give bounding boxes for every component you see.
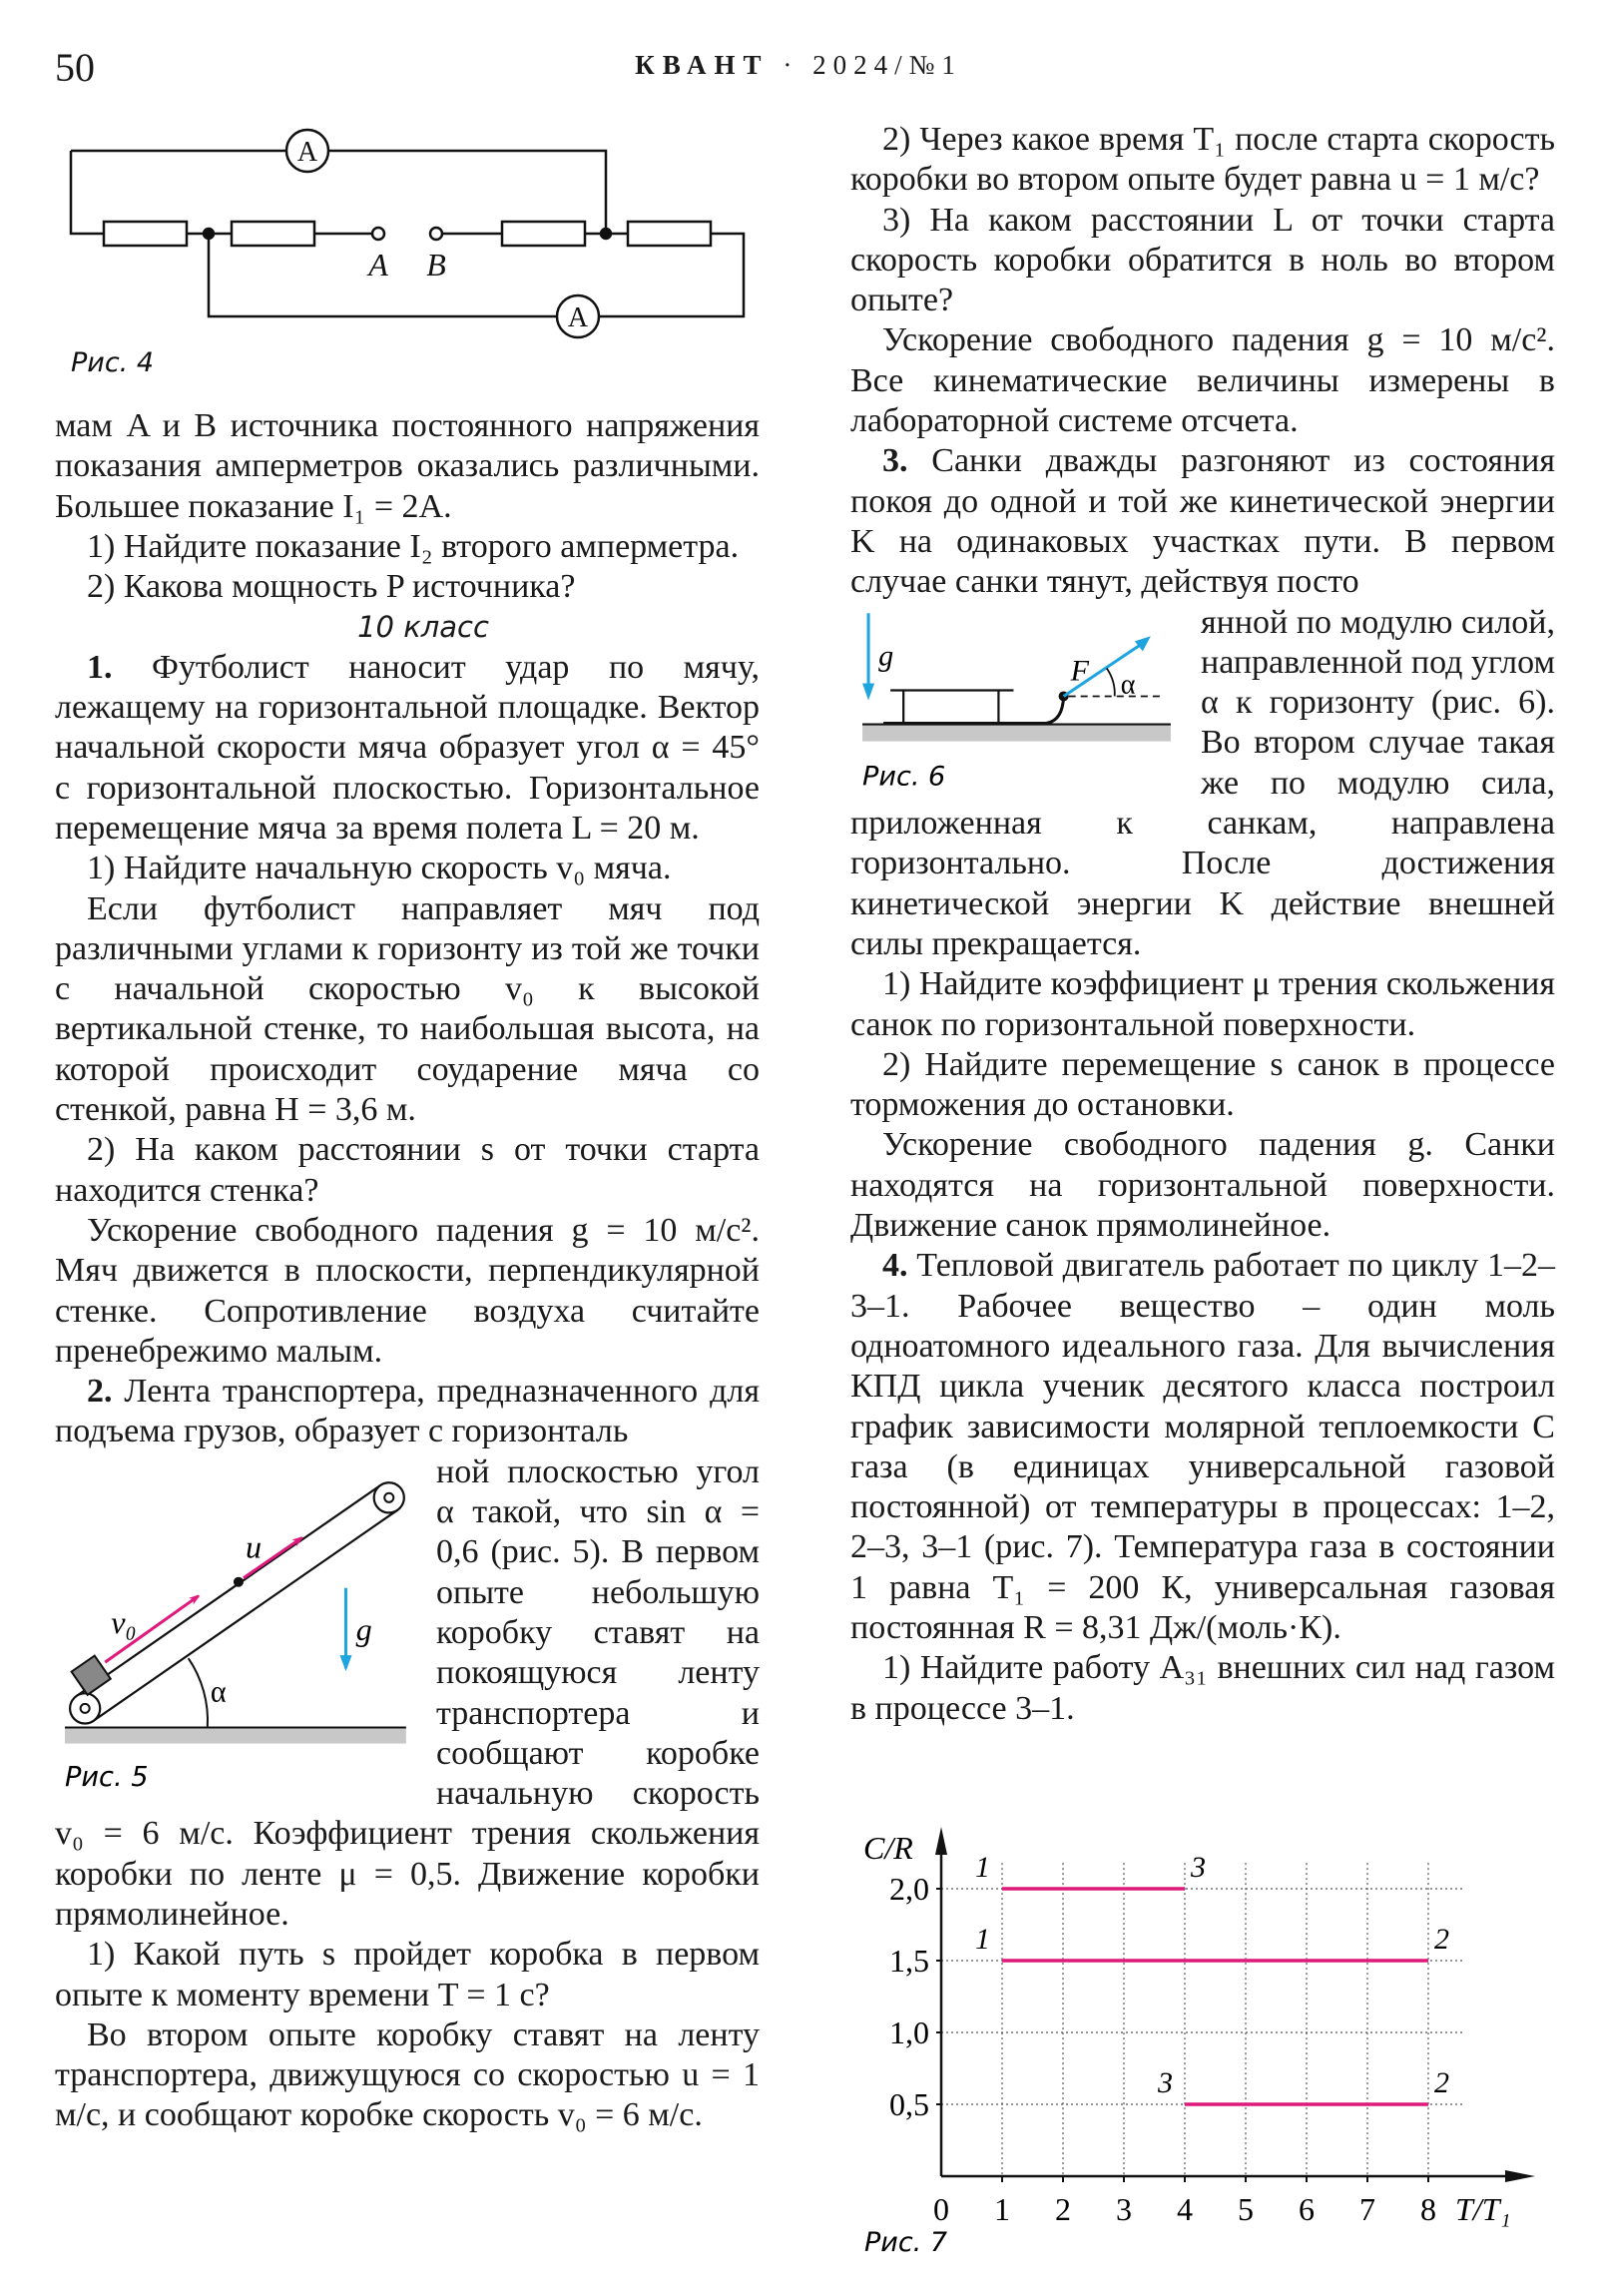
section-heading: 10 класс [357, 610, 489, 645]
question: 1) Какой путь s пройдет коробка в первом опыте к моменту времени T = 1 с? [55, 1936, 760, 2013]
right-column [850, 120, 1555, 1729]
question: 1) Найдите показание I₂ второго амперметра. [87, 527, 740, 565]
ammeter-label: A [296, 137, 318, 168]
question: 2) На каком расстоянии s от точки старта находится стенка? [55, 1131, 760, 1209]
left-column [55, 406, 760, 2136]
page-number: 50 [55, 45, 95, 90]
figure-6 [850, 603, 1201, 804]
problem-4 [850, 1246, 1555, 1648]
figure-4-caption: Рис. 4 [71, 347, 155, 378]
y-tick-label: 1,5 [889, 1943, 929, 1979]
alpha-label: α [210, 1674, 227, 1709]
y-axis-label: C/R [863, 1830, 913, 1866]
problem-text: Футболист наносит удар по мячу, лежащему на горизонтальной площадке. Вектор начальной скорости мяча образует угол α = 45° с горизонтальной плоскостью. Горизонтальное перемещение мяча за время полета L = 20 м. [55, 648, 760, 847]
x-tick-label: 1 [994, 2191, 1010, 2227]
state-label: 2 [1434, 1923, 1449, 1956]
paragraph: янной по модулю силой, направленной под углом α к горизонту (рис. 6). Во втором случае такая же по модулю сила, приложенная к санкам, направлена горизонтально. После достижения кинетической энергии K действие внешней силы прекращается. [850, 603, 1555, 962]
v0-label: v₀ [111, 1603, 137, 1640]
x-tick-label: 4 [1177, 2191, 1193, 2227]
paragraph: мам A и B источника постоянного напряжения показания амперметров оказались различными. Большее показание I₁ = 2А. [55, 407, 760, 525]
paragraph: Ускорение свободного падения g = 10 м/с². Мяч движется в плоскости, перпендикулярной стенке. Сопротивление воздуха считайте пренебрежимо малым. [55, 1211, 760, 1370]
u-label: u [246, 1528, 263, 1565]
y-tick-label: 2,0 [889, 1871, 929, 1907]
problem-number: 2. [87, 1373, 113, 1411]
problem-1 [55, 648, 760, 849]
running-header [0, 50, 1597, 81]
paragraph: Во втором опыте коробку ставят на ленту транспортера, движущуюся со скоростью u = 1 м/с, и сообщают коробке скорость v₀ = 6 м/с. [55, 2015, 760, 2134]
figure-6-caption: Рис. 6 [862, 761, 946, 793]
question: 1) Найдите начальную скорость v₀ мяча. [87, 850, 672, 887]
x-tick-label: 7 [1359, 2191, 1375, 2227]
problem-text: Лента транспортера, предназначенного для подъема грузов, образует с горизонталь [55, 1373, 760, 1450]
y-tick-label: 0,5 [889, 2086, 929, 2122]
terminal-b-label: B [426, 247, 446, 283]
question: 1) Найдите работу A₃₁ внешних сил над газом в процессе 3–1. [850, 1649, 1555, 1727]
terminal-a-label: A [368, 247, 388, 283]
state-label: 1 [975, 1851, 990, 1884]
issue-number: 2024/№1 [812, 50, 962, 80]
figure-4-circuit [55, 128, 774, 387]
question: 2) Найдите перемещение s санок в процессе торможения до остановки. [850, 1045, 1555, 1124]
x-tick-label: 2 [1055, 2191, 1071, 2227]
x-tick-label: 6 [1299, 2191, 1315, 2227]
problem-2 [55, 1372, 760, 1452]
x-axis-label: T/T₁ [1455, 2191, 1511, 2227]
header-separator: · [783, 50, 799, 80]
problem-number: 3. [882, 442, 908, 480]
y-tick-label: 1,0 [889, 2014, 929, 2050]
question: 1) Найдите коэффициент μ трения скольжения санок по горизонтальной поверхности. [850, 965, 1555, 1043]
figure-5-conveyor [55, 1452, 436, 1814]
figure-6-sled [850, 603, 1201, 804]
problem-text: Санки дважды разгоняют из состояния покоя до одной и той же кинетической энергии K на одинаковых участках пути. В первом случае санки тянут, действуя посто [850, 442, 1555, 601]
question: 2) Через какое время T₁ после старта скорость коробки во втором опыте будет равна u = 1 м/с? [850, 121, 1555, 199]
paragraph: ной плоскостью угол α такой, что sin α = 0,6 (рис. 5). В первом опыте небольшую коробку ставят на покоящуюся ленту транспортера и сообщают коробке начальную скорость v₀ = 6 м/с. Коэффициент трения скольжения коробки по ленте μ = 0,5. Движение коробки прямолинейное. [55, 1452, 760, 1933]
ammeter-label: A [567, 302, 589, 333]
figure-7-chart [848, 1807, 1567, 2276]
paragraph: Если футболист направляет мяч под различными углами к горизонту из той же точки с начальной скоростью v₀ к высокой вертикальной стенке, то наибольшая высота, на которой происходит соударение мяча со стенкой, равна H = 3,6 м. [55, 889, 760, 1129]
state-label: 1 [975, 1923, 990, 1956]
question: 2) Какова мощность P источника? [87, 568, 576, 606]
x-tick-label: 3 [1116, 2191, 1132, 2227]
journal-title: КВАНТ [635, 50, 770, 80]
g-label: g [878, 637, 894, 672]
y-axis-arrow-icon [935, 1827, 947, 1855]
problem-number: 1. [87, 648, 113, 686]
x-tick-label: 5 [1238, 2191, 1254, 2227]
state-label: 3 [1191, 1851, 1206, 1884]
figure-5 [55, 1452, 436, 1814]
figure-7-caption: Рис. 7 [864, 2227, 948, 2258]
alpha-label: α [1120, 669, 1136, 701]
problem-text: Тепловой двигатель работает по циклу 1–2–3–1. Рабочее вещество – один моль одноатомного идеального газа. Для вычисления КПД цикла ученик десятого класса построил график зависимости молярной теплоемкости C газа (в единицах универсальной газовой постоянной) от температуры в процессах: 1–2, 2–3, 3–1 (рис. 7). Температура газа в состоянии 1 равна T₁ = 200 К, универсальная газовая постоянная R = 8,31 Дж/(моль·К). [850, 1247, 1555, 1646]
x-tick-label: 0 [933, 2191, 949, 2227]
question: 3) На каком расстоянии L от точки старта скорость коробки обратится в ноль во втором опыте? [850, 201, 1555, 319]
paragraph: Ускорение свободного падения g. Санки находятся на горизонтальной поверхности. Движение санок прямолинейное. [850, 1126, 1555, 1245]
x-tick-label: 8 [1420, 2191, 1436, 2227]
problem-number: 4. [882, 1247, 908, 1285]
problem-3 [850, 441, 1555, 602]
g-label: g [355, 1610, 372, 1647]
paragraph: Ускорение свободного падения g = 10 м/с². Все кинематические величины измерены в лабораторной системе отсчета. [850, 321, 1555, 440]
force-label: F [1070, 652, 1090, 687]
state-label: 3 [1158, 2066, 1173, 2099]
state-label: 2 [1434, 2066, 1449, 2099]
figure-5-caption: Рис. 5 [65, 1761, 149, 1793]
x-axis-arrow-icon [1505, 2170, 1535, 2182]
